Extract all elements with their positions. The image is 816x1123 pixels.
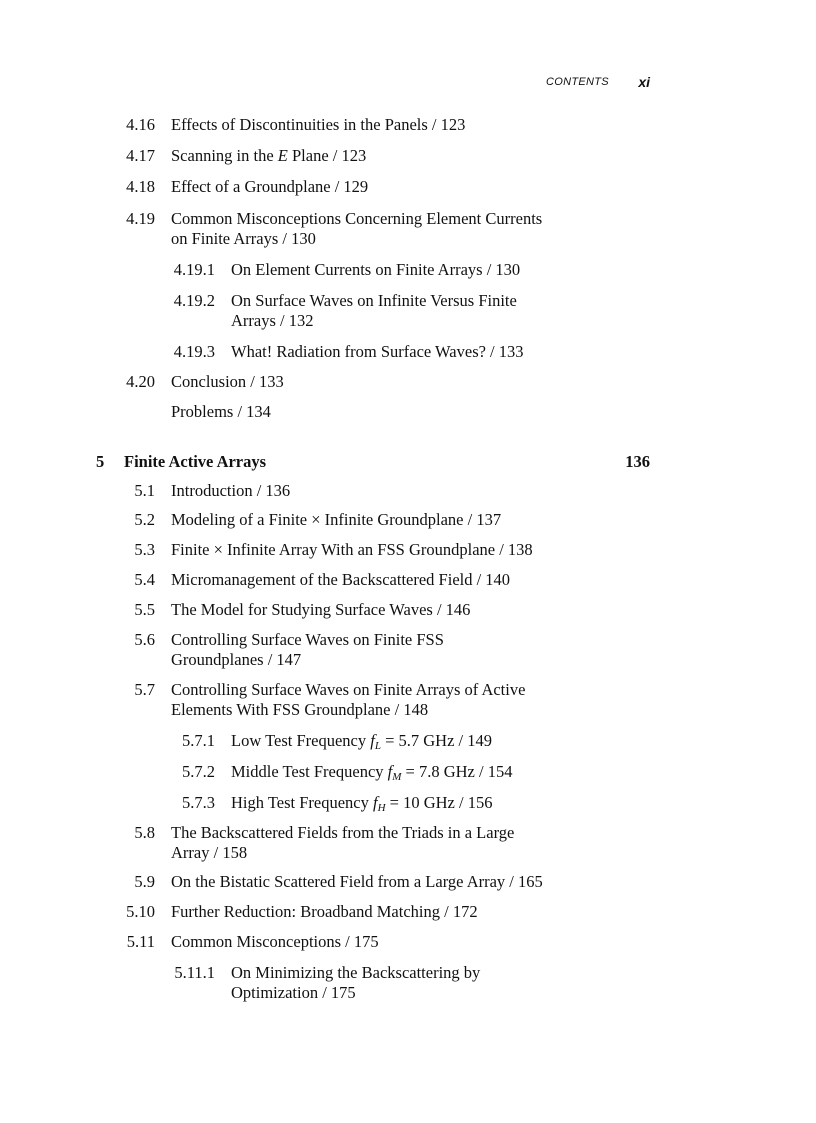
entry-number: 5.9 [134,872,155,891]
math-variable: f [372,793,378,812]
entry-title: Conclusion / 133 [171,372,284,391]
entry-title-line2: on Finite Arrays / 130 [171,229,316,248]
entry-title-line2: Groundplanes / 147 [171,650,302,669]
entry-title: On the Bistatic Scattered Field from a Large Array / 165 [171,872,543,891]
entry-number: 5.7.2 [182,762,215,781]
entry-title: On Element Currents on Finite Arrays / 130 [231,260,521,279]
entry-number: 5.2 [134,510,155,529]
entry-number: 4.19.1 [173,260,215,279]
running-head [540,74,652,92]
entry-number: 5.11.1 [174,963,215,982]
entry-title-line1: Controlling Surface Waves on Finite Arrays of Active [171,680,526,699]
math-variable: f [387,762,393,781]
entry-number: 5.7.1 [182,731,215,750]
entry-number: 4.16 [126,115,155,134]
entry-number: 5.10 [126,902,155,921]
entry-title-line2: Array / 158 [171,843,248,862]
chapter-page: 136 [625,452,650,471]
entry-title: Low Test Frequency fL = 5.7 GHz / 149 [231,731,492,752]
entry-number: 5.6 [134,630,155,649]
entry-title-line1: The Backscattered Fields from the Triads in a Large [171,823,515,842]
entry-title: Introduction / 136 [171,481,291,500]
entry-number: 4.19.2 [173,291,215,310]
chapter-number: 5 [96,452,105,471]
entry-title: Middle Test Frequency fM = 7.8 GHz / 154 [231,762,513,783]
entry-title-line1: Common Misconceptions Concerning Element Currents [171,209,543,228]
math-subscript: M [392,771,402,783]
math-variable: E [277,146,288,165]
entry-title: Modeling of a Finite × Infinite Groundplane / 137 [171,510,502,529]
entry-title: Common Misconceptions / 175 [171,932,379,951]
entry-number: 5.11 [126,932,155,951]
entry-number: 4.17 [126,146,155,165]
entry-title: Micromanagement of the Backscattered Field / 140 [171,570,511,589]
entry-number: 5.7.3 [182,793,215,812]
page-number: xi [638,74,650,90]
entry-title-line2: Arrays / 132 [231,311,314,330]
entry-title: What! Radiation from Surface Waves? / 133 [231,342,524,361]
entry-number: 4.18 [126,177,155,196]
entry-title: High Test Frequency fH = 10 GHz / 156 [231,793,493,814]
entry-number: 4.20 [126,372,155,391]
entry-title-line2: Optimization / 175 [231,983,356,1002]
entry-title: Effects of Discontinuities in the Panels / 123 [171,115,466,134]
entry-title-line1: Controlling Surface Waves on Finite FSS [171,630,444,649]
entry-title: Finite × Infinite Array With an FSS Groundplane / 138 [171,540,533,559]
math-subscript: L [374,740,381,752]
entry-title: The Model for Studying Surface Waves / 146 [171,600,471,619]
entry-title-line1: On Surface Waves on Infinite Versus Finite [231,291,517,310]
entry-title: Further Reduction: Broadband Matching / 172 [171,902,478,921]
entry-title: Effect of a Groundplane / 129 [171,177,369,196]
entry-number: 5.8 [134,823,155,842]
running-head-label: CONTENTS [546,76,609,88]
math-variable: f [370,731,375,750]
entry-number: 5.1 [134,481,155,500]
entry-title-line2: Elements With FSS Groundplane / 148 [171,700,429,719]
entry-number: 4.19.3 [173,342,215,361]
entry-number: 5.7 [134,680,155,699]
entry-title-line1: On Minimizing the Backscattering by [231,963,481,982]
entry-title: Problems / 134 [171,402,271,421]
entry-number: 5.5 [134,600,155,619]
chapter-title: Finite Active Arrays [124,452,267,471]
entry-number: 5.4 [134,570,155,589]
entry-number: 4.19 [126,209,155,228]
math-subscript: H [377,802,386,814]
entry-title: Scanning in the E Plane / 123 [171,146,367,165]
entry-number: 5.3 [134,540,155,559]
